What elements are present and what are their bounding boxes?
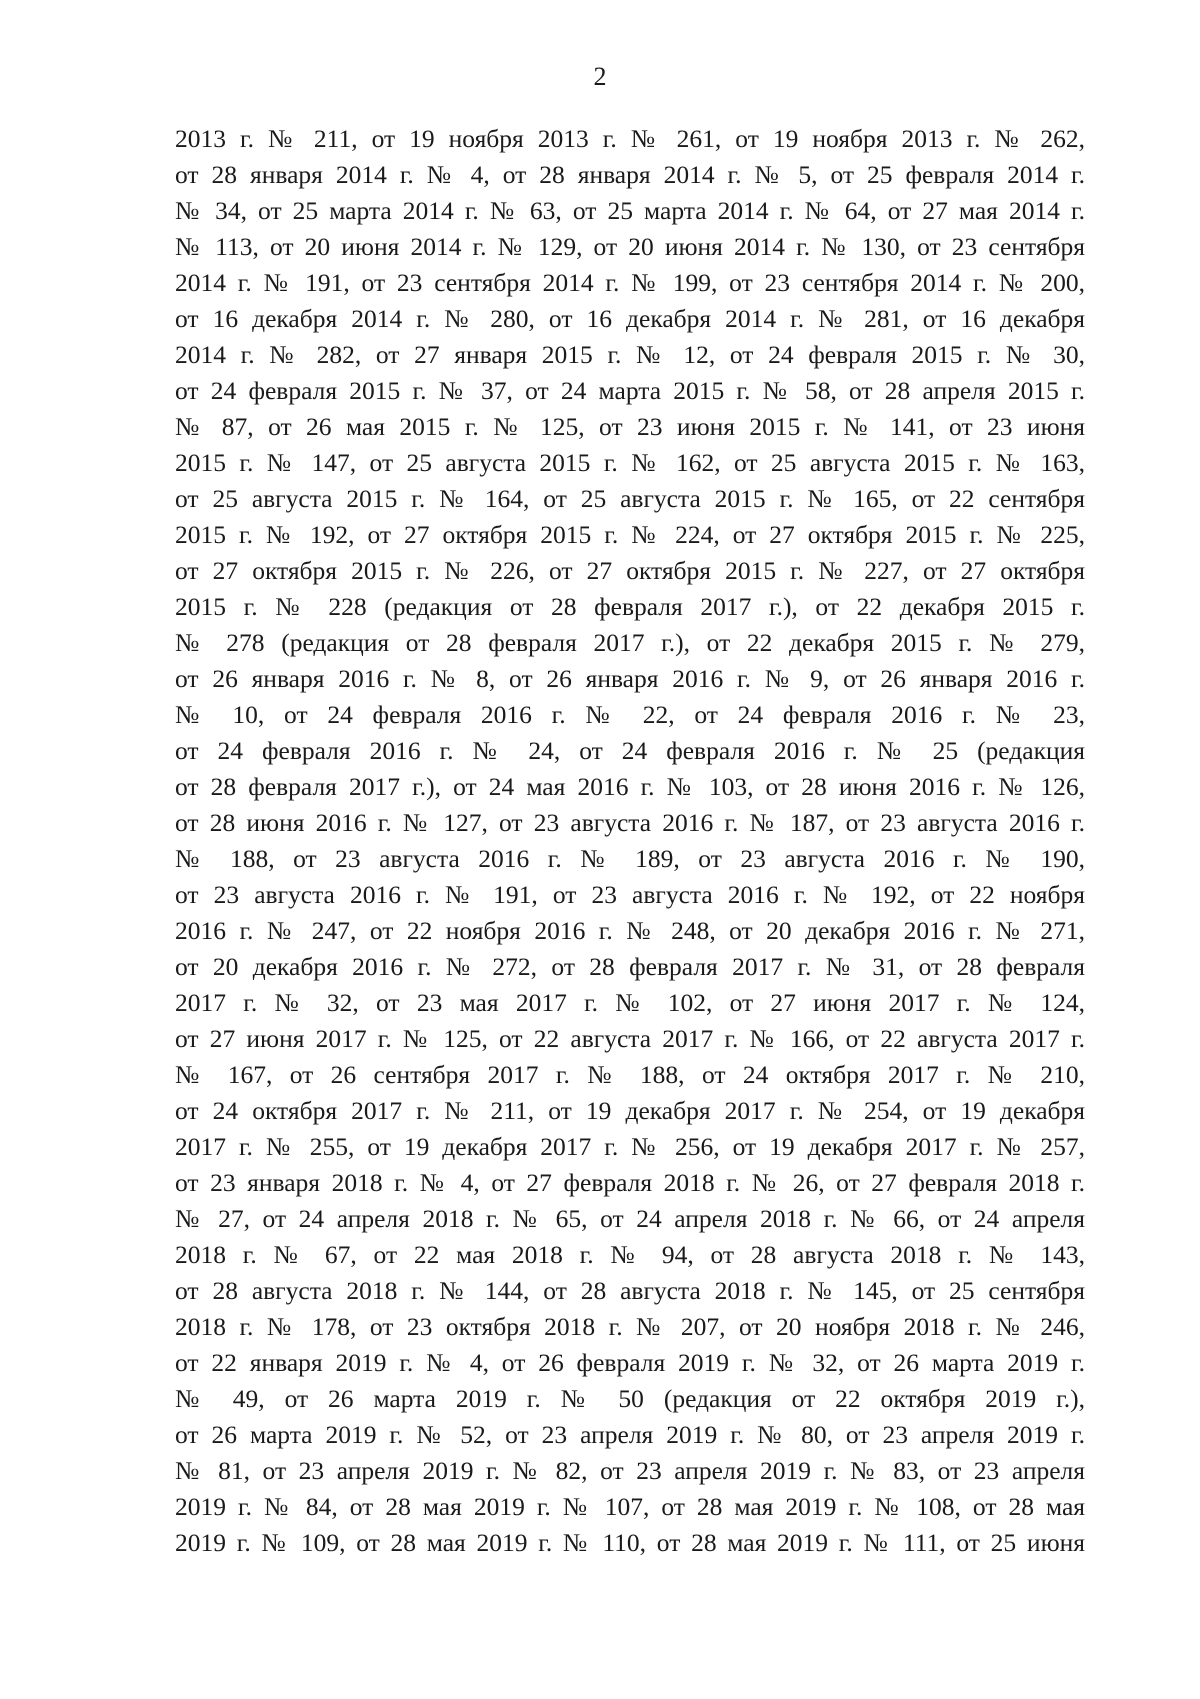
text-line: 2018 г. № 178, от 23 октября 2018 г. № 207, от 20 ноября 2018 г. № 246, — [175, 1312, 1085, 1341]
text-line: от 25 августа 2015 г. № 164, от 25 августа 2015 г. № 165, от 22 сентября — [175, 484, 1085, 513]
text-line: 2017 г. № 32, от 23 мая 2017 г. № 102, от 27 июня 2017 г. № 124, — [175, 988, 1085, 1017]
text-line: от 28 августа 2018 г. № 144, от 28 августа 2018 г. № 145, от 25 сентября — [175, 1276, 1085, 1305]
text-line: от 23 августа 2016 г. № 191, от 23 августа 2016 г. № 192, от 22 ноября — [175, 880, 1085, 909]
text-line: от 28 июня 2016 г. № 127, от 23 августа 2016 г. № 187, от 23 августа 2016 г. — [175, 808, 1085, 837]
text-line: 2017 г. № 255, от 19 декабря 2017 г. № 256, от 19 декабря 2017 г. № 257, — [175, 1132, 1085, 1161]
text-line: от 24 февраля 2016 г. № 24, от 24 февраля 2016 г. № 25 (редакция — [175, 736, 1085, 765]
text-line: от 27 июня 2017 г. № 125, от 22 августа 2017 г. № 166, от 22 августа 2017 г. — [175, 1024, 1085, 1053]
text-line: 2018 г. № 67, от 22 мая 2018 г. № 94, от 28 августа 2018 г. № 143, — [175, 1240, 1085, 1269]
text-line: № 34, от 25 марта 2014 г. № 63, от 25 марта 2014 г. № 64, от 27 мая 2014 г. — [175, 196, 1085, 225]
text-line: 2014 г. № 282, от 27 января 2015 г. № 12, от 24 февраля 2015 г. № 30, — [175, 340, 1085, 369]
text-line: 2019 г. № 109, от 28 мая 2019 г. № 110, от 28 мая 2019 г. № 111, от 25 июня — [175, 1528, 1085, 1557]
text-line: 2015 г. № 228 (редакция от 28 февраля 2017 г.), от 22 декабря 2015 г. — [175, 592, 1085, 621]
text-line: от 16 декабря 2014 г. № 280, от 16 декабря 2014 г. № 281, от 16 декабря — [175, 304, 1085, 333]
text-line: от 26 марта 2019 г. № 52, от 23 апреля 2019 г. № 80, от 23 апреля 2019 г. — [175, 1420, 1085, 1449]
text-line: № 167, от 26 сентября 2017 г. № 188, от 24 октября 2017 г. № 210, — [175, 1060, 1085, 1089]
text-line: от 22 января 2019 г. № 4, от 26 февраля 2019 г. № 32, от 26 марта 2019 г. — [175, 1348, 1085, 1377]
text-line: № 87, от 26 мая 2015 г. № 125, от 23 июня 2015 г. № 141, от 23 июня — [175, 412, 1085, 441]
text-line: № 188, от 23 августа 2016 г. № 189, от 23 августа 2016 г. № 190, — [175, 844, 1085, 873]
text-line: № 27, от 24 апреля 2018 г. № 65, от 24 апреля 2018 г. № 66, от 24 апреля — [175, 1204, 1085, 1233]
text-line: 2019 г. № 84, от 28 мая 2019 г. № 107, от 28 мая 2019 г. № 108, от 28 мая — [175, 1492, 1085, 1521]
text-line: от 28 февраля 2017 г.), от 24 мая 2016 г. № 103, от 28 июня 2016 г. № 126, — [175, 772, 1085, 801]
text-line: № 81, от 23 апреля 2019 г. № 82, от 23 апреля 2019 г. № 83, от 23 апреля — [175, 1456, 1085, 1485]
text-line: от 24 октября 2017 г. № 211, от 19 декабря 2017 г. № 254, от 19 декабря — [175, 1096, 1085, 1125]
text-line: 2015 г. № 192, от 27 октября 2015 г. № 224, от 27 октября 2015 г. № 225, — [175, 520, 1085, 549]
text-line: № 113, от 20 июня 2014 г. № 129, от 20 июня 2014 г. № 130, от 23 сентября — [175, 232, 1085, 261]
page-number: 2 — [593, 62, 607, 91]
text-line: от 23 января 2018 г. № 4, от 27 февраля 2018 г. № 26, от 27 февраля 2018 г. — [175, 1168, 1085, 1197]
text-line: 2013 г. № 211, от 19 ноября 2013 г. № 261, от 19 ноября 2013 г. № 262, — [175, 124, 1085, 153]
text-line: от 28 января 2014 г. № 4, от 28 января 2014 г. № 5, от 25 февраля 2014 г. — [175, 160, 1085, 189]
text-line: от 26 января 2016 г. № 8, от 26 января 2016 г. № 9, от 26 января 2016 г. — [175, 664, 1085, 693]
text-line: 2016 г. № 247, от 22 ноября 2016 г. № 248, от 20 декабря 2016 г. № 271, — [175, 916, 1085, 945]
text-line: от 27 октября 2015 г. № 226, от 27 октября 2015 г. № 227, от 27 октября — [175, 556, 1085, 585]
text-line: 2014 г. № 191, от 23 сентября 2014 г. № 199, от 23 сентября 2014 г. № 200, — [175, 268, 1085, 297]
text-line: 2015 г. № 147, от 25 августа 2015 г. № 162, от 25 августа 2015 г. № 163, — [175, 448, 1085, 477]
text-line: № 278 (редакция от 28 февраля 2017 г.), от 22 декабря 2015 г. № 279, — [175, 628, 1085, 657]
text-line: № 10, от 24 февраля 2016 г. № 22, от 24 февраля 2016 г. № 23, — [175, 700, 1085, 729]
body-text — [175, 121, 1085, 1561]
text-line: от 24 февраля 2015 г. № 37, от 24 марта 2015 г. № 58, от 28 апреля 2015 г. — [175, 376, 1085, 405]
text-line: от 20 декабря 2016 г. № 272, от 28 февраля 2017 г. № 31, от 28 февраля — [175, 952, 1085, 981]
text-line: № 49, от 26 марта 2019 г. № 50 (редакция от 22 октября 2019 г.), — [175, 1384, 1085, 1413]
